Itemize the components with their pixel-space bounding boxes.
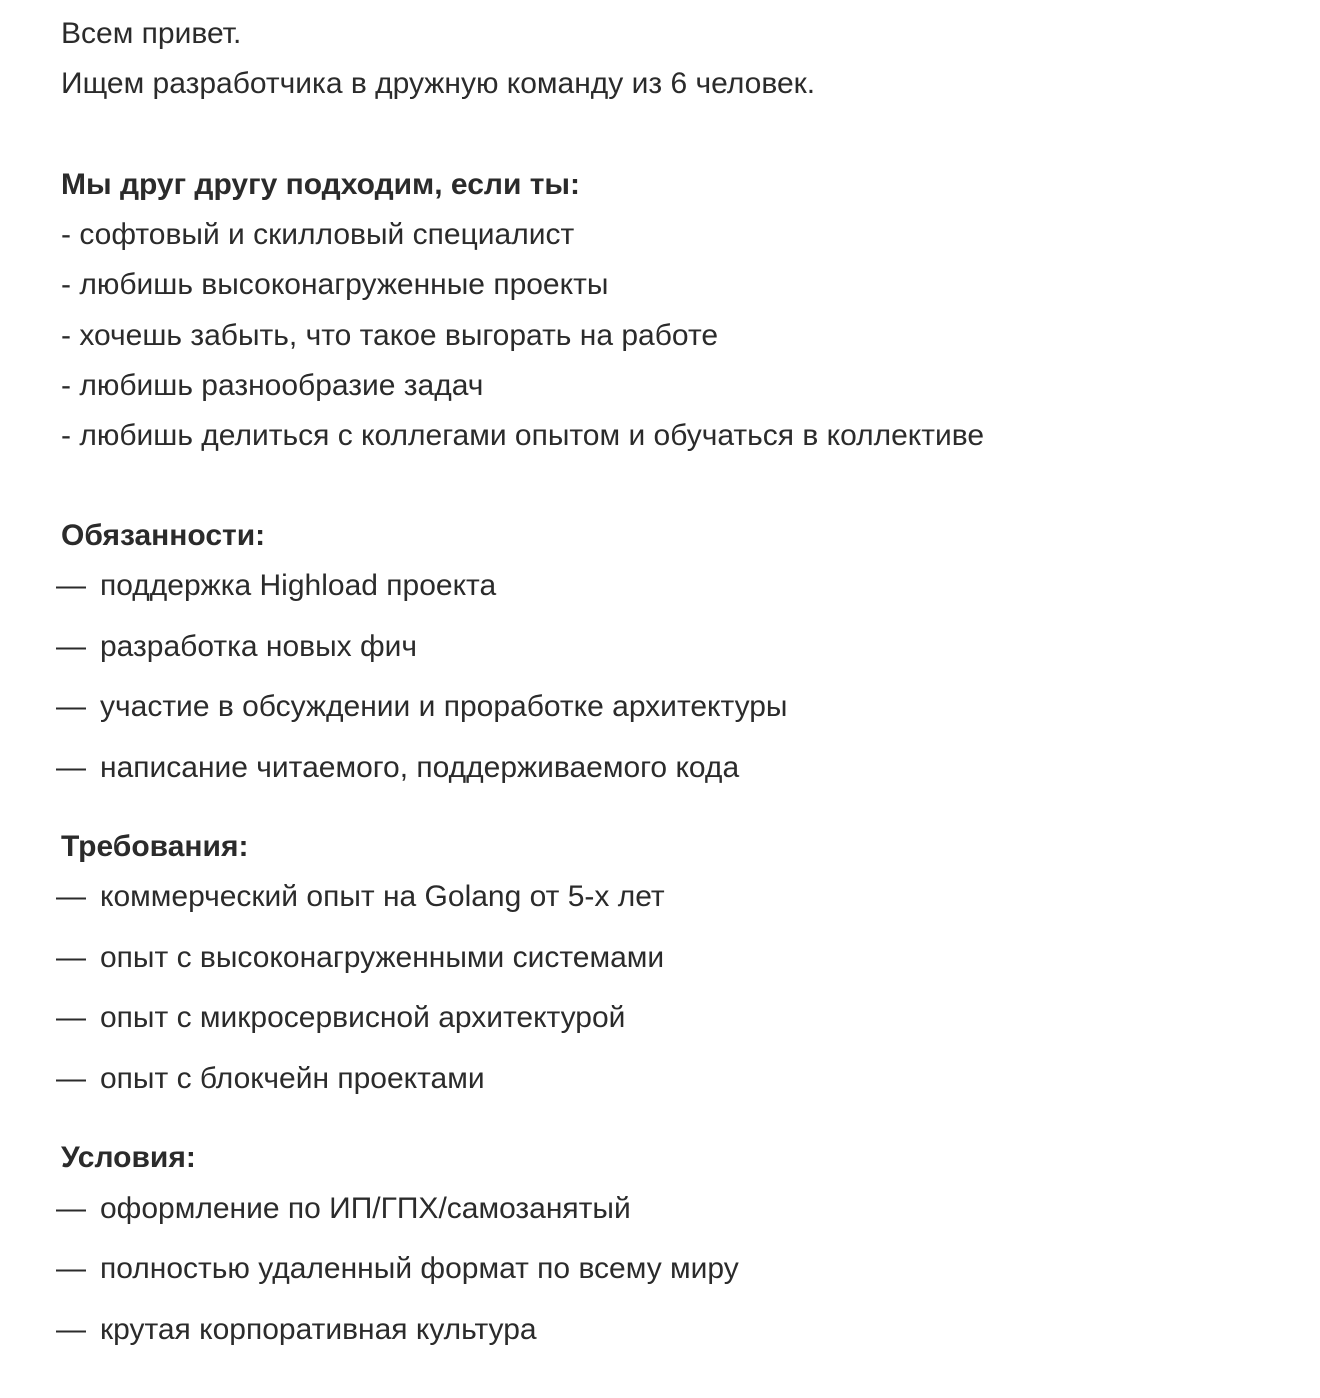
fit-item: - хочешь забыть, что такое выгорать на работе bbox=[61, 319, 719, 352]
dash-bullet: — bbox=[56, 751, 86, 784]
dash-bullet: — bbox=[56, 569, 86, 602]
requirements-heading: Требования: bbox=[61, 830, 249, 863]
intro-text: Ищем разработчика в дружную команду из 6 человек. bbox=[61, 67, 816, 100]
duty-text: участие в обсуждении и проработке архитектуры bbox=[100, 690, 788, 723]
requirement-item bbox=[56, 879, 665, 915]
condition-item bbox=[56, 1251, 739, 1287]
greeting-text: Всем привет. bbox=[61, 17, 242, 50]
duty-text: разработка новых фич bbox=[100, 630, 418, 663]
condition-item bbox=[56, 1191, 631, 1227]
dash-bullet: — bbox=[56, 1252, 86, 1285]
requirement-text: опыт с микросервисной архитектурой bbox=[100, 1001, 626, 1034]
duty-item bbox=[56, 568, 496, 604]
duty-text: поддержка Highload проекта bbox=[100, 569, 497, 602]
requirement-text: опыт с блокчейн проектами bbox=[100, 1062, 485, 1095]
dash-bullet: — bbox=[56, 941, 86, 974]
requirement-item bbox=[56, 1000, 625, 1036]
fit-heading: Мы друг другу подходим, если ты: bbox=[61, 168, 581, 201]
duty-item bbox=[56, 750, 739, 786]
requirement-item bbox=[56, 940, 664, 976]
dash-bullet: — bbox=[56, 630, 86, 663]
requirement-text: коммерческий опыт на Golang от 5-х лет bbox=[100, 880, 665, 913]
condition-item bbox=[56, 1312, 537, 1348]
dash-bullet: — bbox=[56, 880, 86, 913]
fit-item: - любишь разнообразие задач bbox=[61, 369, 484, 402]
requirement-text: опыт с высоконагруженными системами bbox=[100, 941, 665, 974]
fit-item: - любишь высоконагруженные проекты bbox=[61, 268, 609, 301]
duty-item bbox=[56, 629, 417, 665]
conditions-heading: Условия: bbox=[61, 1141, 196, 1174]
condition-text: полностью удаленный формат по всему миру bbox=[100, 1252, 739, 1285]
dash-bullet: — bbox=[56, 1313, 86, 1346]
condition-text: оформление по ИП/ГПХ/самозанятый bbox=[100, 1192, 631, 1225]
fit-item: - любишь делиться с коллегами опытом и обучаться в коллективе bbox=[61, 419, 985, 452]
requirement-item bbox=[56, 1061, 485, 1097]
dash-bullet: — bbox=[56, 1192, 86, 1225]
fit-item: - софтовый и скилловый специалист bbox=[61, 218, 575, 251]
dash-bullet: — bbox=[56, 1001, 86, 1034]
dash-bullet: — bbox=[56, 1062, 86, 1095]
duty-text: написание читаемого, поддерживаемого кода bbox=[100, 751, 740, 784]
dash-bullet: — bbox=[56, 690, 86, 723]
duty-item bbox=[56, 689, 787, 725]
duties-heading: Обязанности: bbox=[61, 519, 266, 552]
condition-text: крутая корпоративная культура bbox=[100, 1313, 537, 1346]
